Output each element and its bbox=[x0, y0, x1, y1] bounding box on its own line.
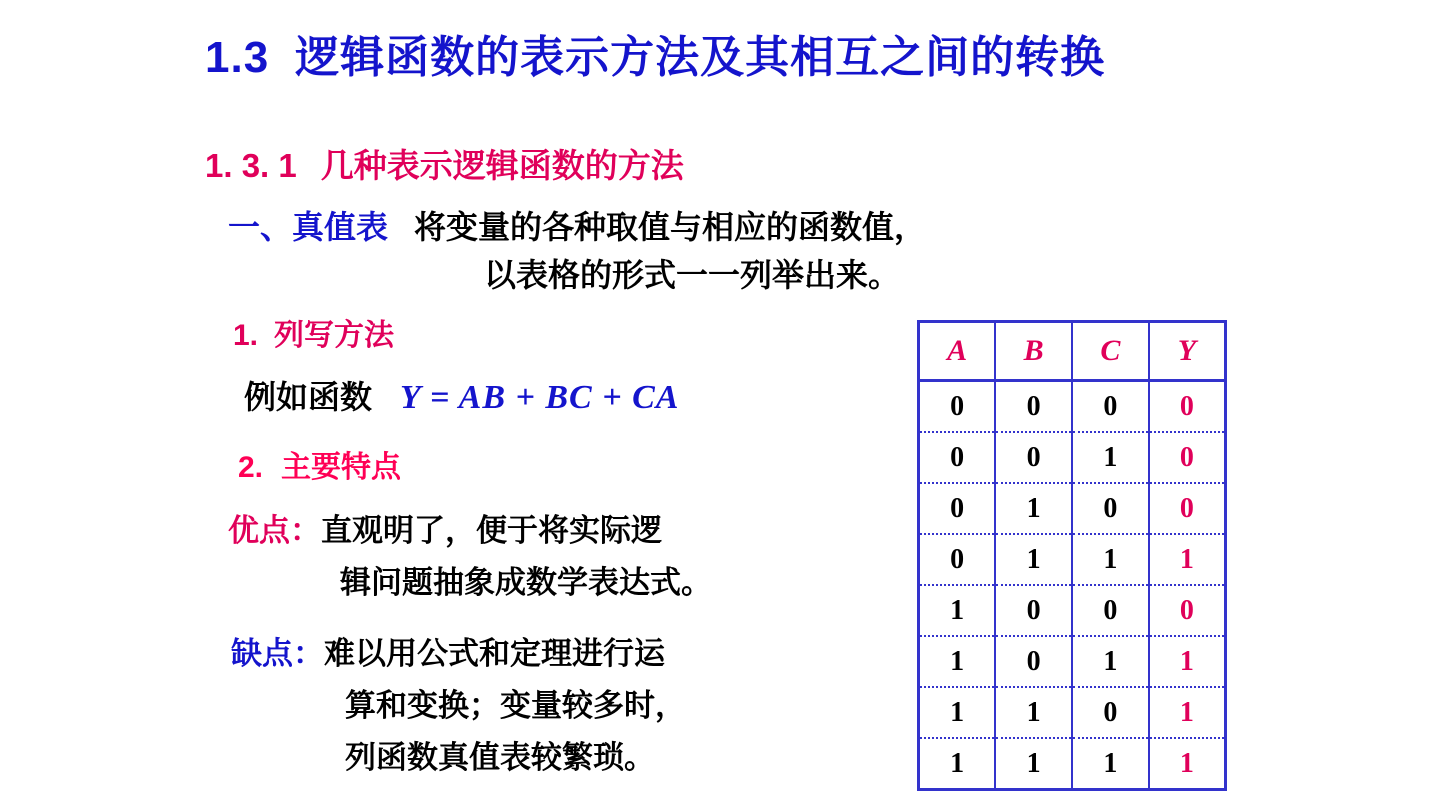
page-title bbox=[205, 34, 1215, 82]
cell-y: 0 bbox=[1149, 585, 1226, 636]
title-number: 1.3 bbox=[205, 33, 270, 82]
title-text: 逻辑函数的表示方法及其相互之间的转换 bbox=[295, 33, 1106, 82]
cons-block bbox=[231, 628, 665, 673]
cell-b: 0 bbox=[995, 636, 1072, 687]
cell-c: 0 bbox=[1072, 483, 1149, 534]
table-row bbox=[919, 483, 1226, 534]
item-truth-table bbox=[228, 202, 926, 248]
cons-label: 缺点： bbox=[231, 636, 324, 671]
cell-a: 0 bbox=[919, 534, 996, 585]
sub-item-features-label: 主要特点 bbox=[281, 451, 402, 484]
example-prefix: 例如函数 bbox=[244, 379, 373, 415]
cell-a: 0 bbox=[919, 381, 996, 433]
cell-y: 1 bbox=[1179, 747, 1194, 779]
item-truth-table-desc-line1: 将变量的各种取值与相应的函数值， bbox=[414, 209, 927, 245]
cell-y: 1 bbox=[1149, 534, 1226, 585]
cell-b: 0 bbox=[995, 432, 1072, 483]
cell-a: 1 bbox=[919, 585, 996, 636]
sub-item-features-index: 2. bbox=[238, 451, 264, 484]
table-row bbox=[919, 585, 1226, 636]
item-truth-table-lead: 一、真值表 bbox=[228, 209, 389, 245]
cell-a: 1 bbox=[919, 636, 996, 687]
cell-y: 0 bbox=[1149, 432, 1226, 483]
table-row bbox=[919, 534, 1226, 585]
cell-b: 1 bbox=[995, 738, 1072, 790]
truth-table-header-c: C bbox=[1072, 322, 1149, 381]
table-row bbox=[919, 687, 1226, 738]
sub-item-method-label: 列写方法 bbox=[274, 319, 395, 352]
cell-b: 0 bbox=[995, 381, 1072, 433]
cell-c: 0 bbox=[1072, 381, 1149, 433]
cell-b: 0 bbox=[995, 585, 1072, 636]
cell-b: 1 bbox=[995, 687, 1072, 738]
truth-table-header-y: Y bbox=[1149, 322, 1226, 381]
cell-c: 0 bbox=[1072, 687, 1149, 738]
cell-y: 0 bbox=[1149, 381, 1226, 433]
cell-b: 1 bbox=[995, 483, 1072, 534]
sub-item-features bbox=[238, 442, 401, 486]
sub-item-method bbox=[233, 310, 394, 354]
sub-item-method-index: 1. bbox=[233, 319, 259, 352]
pros-line2: 辑问题抽象成数学表达式。 bbox=[340, 565, 712, 600]
pros-line1: 直观明了，便于将实际逻 bbox=[321, 513, 662, 548]
cell-c: 1 bbox=[1072, 738, 1149, 790]
item-truth-table-desc-line2: 以表格的形式一一列举出来。 bbox=[484, 257, 901, 293]
section-heading bbox=[205, 140, 684, 187]
pros-block bbox=[228, 505, 662, 550]
truth-table-header-b: B bbox=[995, 322, 1072, 381]
cell-a: 1 bbox=[919, 687, 996, 738]
cell-a: 0 bbox=[919, 432, 996, 483]
table-row bbox=[919, 636, 1226, 687]
section-number: 1. 3. 1 bbox=[205, 147, 297, 184]
example-expression bbox=[244, 372, 679, 418]
table-row bbox=[919, 432, 1226, 483]
example-formula: Y = AB + BC + CA bbox=[400, 379, 680, 416]
truth-table-header-a: A bbox=[919, 322, 996, 381]
pros-label: 优点： bbox=[228, 513, 321, 548]
cell-y: 1 bbox=[1149, 687, 1226, 738]
cell-y: 0 bbox=[1149, 483, 1226, 534]
cell-y: 1 bbox=[1149, 636, 1226, 687]
cell-c: 1 bbox=[1072, 534, 1149, 585]
truth-table bbox=[917, 320, 1227, 791]
cons-line3: 列函数真值表较繁琐。 bbox=[345, 740, 655, 775]
cell-a: 0 bbox=[919, 483, 996, 534]
cons-line2: 算和变换；变量较多时， bbox=[345, 688, 686, 723]
cell-c: 1 bbox=[1072, 636, 1149, 687]
cell-a: 1 bbox=[919, 738, 996, 790]
section-text: 几种表示逻辑函数的方法 bbox=[320, 147, 684, 184]
cell-c: 0 bbox=[1072, 585, 1149, 636]
table-row bbox=[919, 381, 1226, 433]
table-row bbox=[919, 738, 1226, 790]
cell-c: 1 bbox=[1072, 432, 1149, 483]
cell-b: 1 bbox=[995, 534, 1072, 585]
truth-table-header-row bbox=[919, 322, 1226, 381]
cons-line1: 难以用公式和定理进行运 bbox=[324, 636, 665, 671]
